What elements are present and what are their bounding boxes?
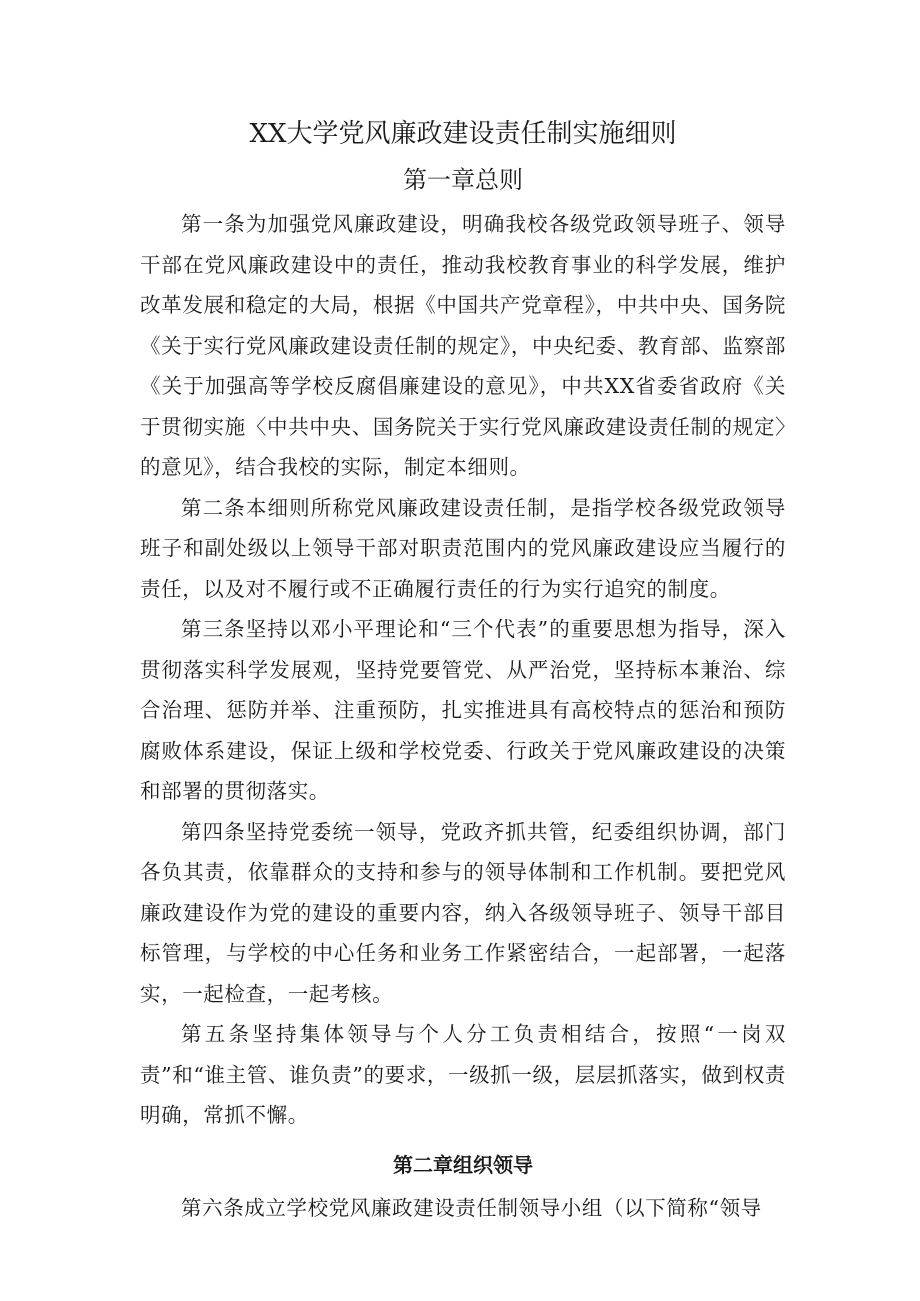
article-1: 第一条为加强党风廉政建设，明确我校各级党政领导班子、领导干部在党风廉政建设中的责任，推动我校教育事业的科学发展，维护改革发展和稳定的大局，根据《中国共产党章程》，中共中央、国务院《关于实行党风廉政建设责任制的规定》，中央纪委、教育部、监察部《关于加强高等学校反腐倡廉建设的意见》，中共XX省委省政府《关于贯彻实施〈中共中央、国务院关于实行党风廉政建设责任制的规定〉的意见》，结合我校的实际，制定本细则。 <box>140 212 786 479</box>
chapter-2-heading: 第二章组织领导 <box>393 1152 533 1177</box>
article-6: 第六条成立学校党风廉政建设责任制领导小组（以下简称“领导 <box>181 1195 762 1220</box>
article-5: 第五条坚持集体领导与个人分工负责相结合，按照“一岗双责”和“谁主管、谁负责”的要求，一级抓一级，层层抓落实，做到权责明确，常抓不懈。 <box>140 1022 786 1127</box>
article-2: 第二条本细则所称党风廉政建设责任制，是指学校各级党政领导班子和副处级以上领导干部对职责范围内的党风廉政建设应当履行的责任，以及对不履行或不正确履行责任的行为实行追究的制度。 <box>140 495 786 601</box>
document-title: XX大学党风廉政建设责任制实施细则 <box>249 119 677 149</box>
article-4: 第四条坚持党委统一领导，党政齐抓共管，纪委组织协调，部门各负其责，依靠群众的支持和参与的领导体制和工作机制。要把党风廉政建设作为党的建设的重要内容，纳入各级领导班子、领导干部目标管理，与学校的中心任务和业务工作紧密结合，一起部署，一起落实，一起检查，一起考核。 <box>140 819 786 1006</box>
chapter-1-heading: 第一章总则 <box>403 166 523 194</box>
document-page <box>140 112 786 1228</box>
article-3: 第三条坚持以邓小平理论和“三个代表”的重要思想为指导，深入贯彻落实科学发展观，坚持党要管党、从严治党，坚持标本兼治、综合治理、惩防并举、注重预防，扎实推进具有高校特点的惩治和预防腐败体系建设，保证上级和学校党委、行政关于党风廉政建设的决策和部署的贯彻落实。 <box>140 617 786 803</box>
